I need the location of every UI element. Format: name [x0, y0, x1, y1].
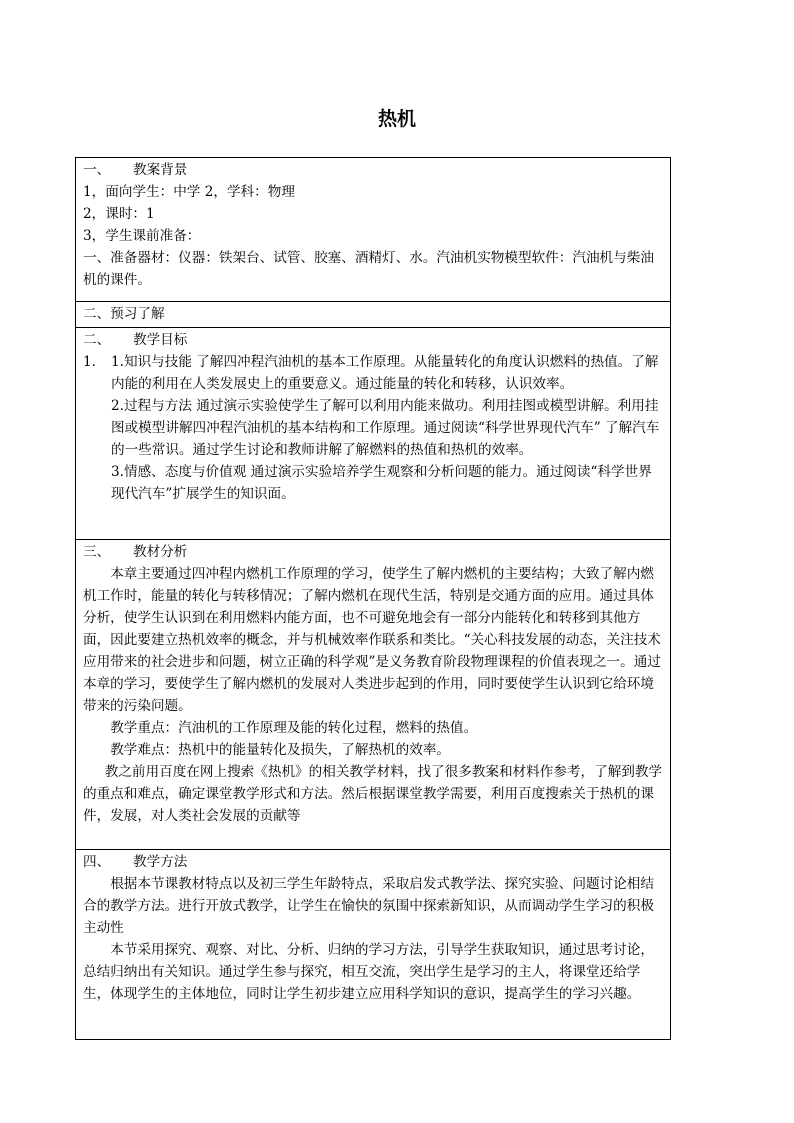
section-methods — [76, 850, 671, 1040]
background-line-4: 一、准备器材：仪器：铁架台、试管、胶塞、酒精灯、水。汽油机实物模型软件：汽油机与柴油机的课件。 — [83, 250, 654, 288]
section-number: 二、 — [83, 332, 111, 348]
section-goals — [76, 328, 671, 540]
methods-cell — [76, 850, 671, 1040]
goal-item-attitude: 3.情感、态度与价值观 通过演示实验培养学生观察和分析问题的能力。通过阅读“科学世界现代汽车”扩展学生的知识面。 — [111, 464, 652, 502]
goals-list-number: 1. — [83, 354, 96, 370]
analysis-key-point: 教学重点：汽油机的工作原理及能的转化过程，燃料的热值。 — [110, 720, 478, 736]
section-heading: 教案背景 — [133, 162, 188, 178]
background-heading — [83, 159, 663, 181]
goals-list — [83, 351, 663, 505]
analysis-heading — [83, 541, 663, 563]
section-heading: 教学方法 — [133, 854, 188, 870]
analysis-paragraph-1: 本章主要通过四冲程内燃机工作原理的学习，使学生了解内燃机的主要结构；大致了解内燃机工作时，能量的转化与转移情况；了解内燃机在现代生活，特别是交通方面的应用。通过具体分析，使学生认识到在利用燃料内能方面，也不可避免地会有一部分内能转化和转移到其他方面，因此要建立热机效率的概念，并与机械效率作联系和类比。“关心科技发展的动态，关注技术应用带来的社会进步和问题，树立正确的科学观”是义务教育阶段物理课程的价值表现之一。通过本章的学习，要使学生了解内燃机的发展对人类进步起到的作用，同时要使学生认识到它给环境带来的污染问题。 — [83, 566, 661, 714]
analysis-difficulty: 教学难点：热机中的能量转化及损失，了解热机的效率。 — [110, 742, 451, 758]
background-line-3: 3，学生课前准备： — [83, 228, 201, 244]
background-line-2: 2，课时：1 — [83, 206, 155, 222]
goal-item-knowledge: 1.知识与技能 了解四冲程汽油机的基本工作原理。从能量转化的角度认识燃料的热值。了解内能的利用在人类发展史上的重要意义。通过能量的转化和转移，认识效率。 — [111, 354, 659, 392]
analysis-cell — [76, 540, 671, 850]
goal-item-process: 2.过程与方法 通过演示实验使学生了解可以利用内能来做功。利用挂图或模型讲解。利用挂图或模型讲解四冲程汽油机的基本结构和工作原理。通过阅读“科学世界现代汽车” 了解汽车的一些常识。通过学生讨论和教师讲解了解燃料的热值和热机的效率。 — [111, 398, 660, 458]
section-number: 四、 — [83, 854, 111, 870]
methods-paragraph-1: 根据本节课教材特点以及初三学生年龄特点，采取启发式教学法、探究实验、问题讨论相结合的教学方法。进行开放式教学，让学生在愉快的氛围中探索新知识，从而调动学生学习的积极主动性 — [83, 876, 654, 936]
section-number: 一、 — [83, 162, 111, 178]
lesson-plan-table — [75, 157, 671, 1040]
section-heading: 教学目标 — [133, 332, 188, 348]
section-preview — [76, 302, 671, 328]
methods-paragraph-2: 本节采用探究、观察、对比、分析、归纳的学习方法，引导学生获取知识，通过思考讨论，总结归纳出有关知识。通过学生参与探究，相互交流，突出学生是学习的主人，将课堂还给学生，体现学生的主体地位，同时让学生初步建立应用科学知识的意识，提高学生的学习兴趣。 — [83, 942, 654, 1002]
goals-list-body — [111, 351, 663, 505]
goals-cell — [76, 328, 671, 540]
goals-heading — [83, 329, 663, 351]
preview-heading: 二、预习了解 — [83, 306, 165, 322]
background-line-1: 1，面向学生：中学 2，学科：物理 — [83, 184, 295, 200]
section-analysis — [76, 540, 671, 850]
analysis-paragraph-2: 教之前用百度在网上搜索《热机》的相关教学材料，找了很多教案和材料作参考，了解到教学的重点和难点，确定课堂教学形式和方法。然后根据课堂教学需要，利用百度搜索关于热机的课件，发展，对人类社会发展的贡献等 — [83, 764, 663, 824]
section-number: 三、 — [83, 544, 111, 560]
document-title: 热机 — [377, 108, 416, 130]
section-background — [76, 158, 671, 302]
preview-cell — [76, 302, 671, 328]
section-heading: 教材分析 — [133, 544, 188, 560]
methods-heading — [83, 851, 663, 873]
background-cell — [76, 158, 671, 302]
